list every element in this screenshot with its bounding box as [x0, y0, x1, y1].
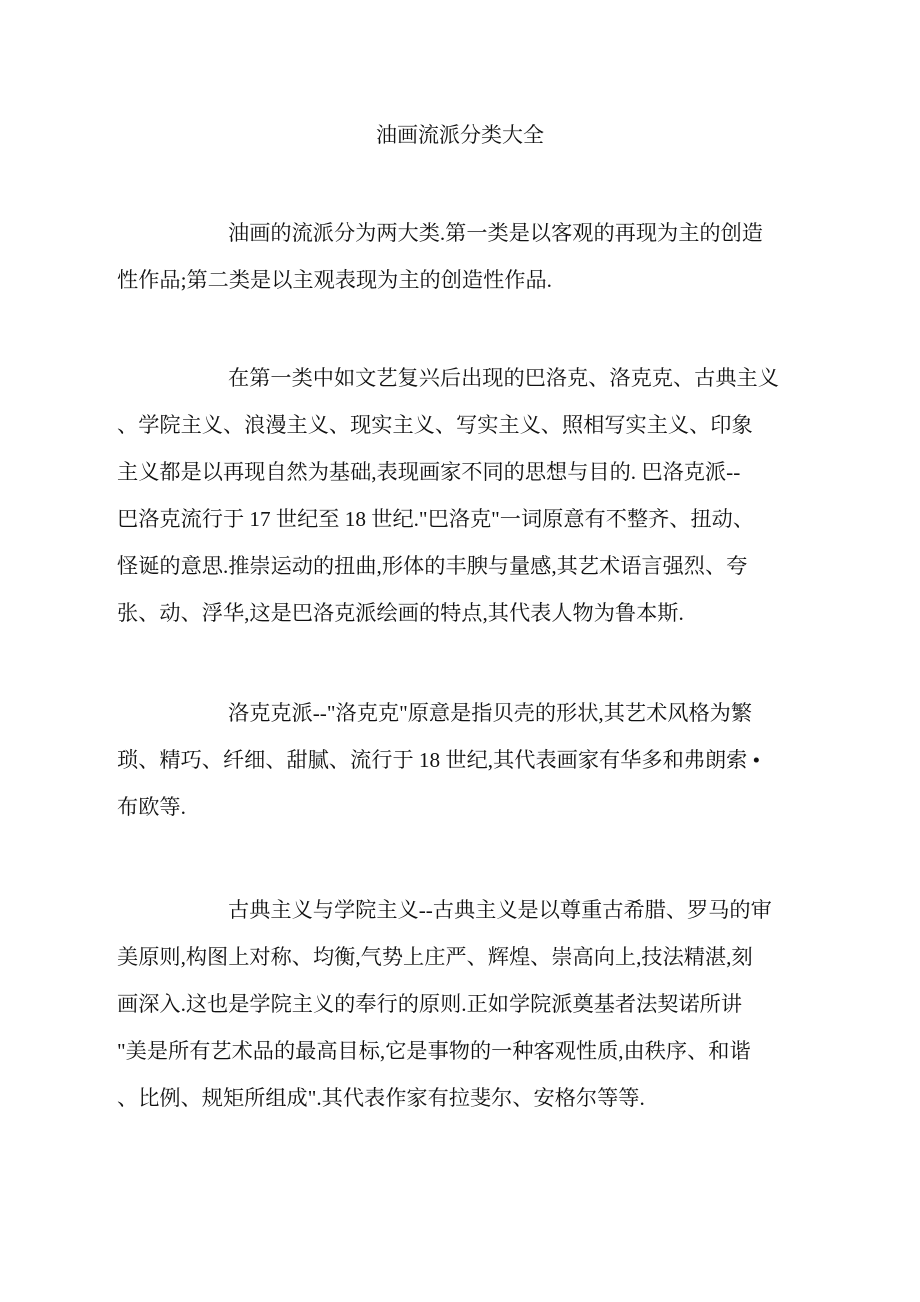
text-line: 油画的流派分为两大类.第一类是以客观的再现为主的创造 — [228, 221, 763, 245]
text-line: 怪诞的意思.推崇运动的扭曲,形体的丰腴与量感,其艺术语言强烈、夸 — [117, 554, 748, 578]
text-line: 古典主义与学院主义--古典主义是以尊重古希腊、罗马的审 — [228, 898, 772, 922]
text-line: 、学院主义、浪漫主义、现实主义、写实主义、照相写实主义、印象 — [117, 413, 753, 437]
paragraph-intro — [117, 220, 783, 314]
text-line: 洛克克派--"洛克克"原意是指贝壳的形状,其艺术风格为繁 — [228, 701, 753, 725]
text-line: 布欧等. — [117, 795, 186, 819]
paragraph-classicism — [117, 897, 783, 1132]
text-line: 、比例、规矩所组成".其代表作家有拉斐尔、安格尔等等. — [117, 1086, 645, 1110]
text-line: 巴洛克流行于 17 世纪至 18 世纪."巴洛克"一词原意有不整齐、扭动、 — [117, 507, 755, 531]
text-line: "美是所有艺术品的最高目标,它是事物的一种客观性质,由秩序、和谐 — [117, 1039, 751, 1063]
text-line: 在第一类中如文艺复兴后出现的巴洛克、洛克克、古典主义 — [228, 366, 779, 390]
paragraph-rococo — [117, 700, 783, 841]
paragraph-baroque — [117, 365, 783, 647]
text-line: 美原则,构图上对称、均衡,气势上庄严、辉煌、崇高向上,技法精湛,刻 — [117, 945, 753, 969]
text-line: 张、动、浮华,这是巴洛克派绘画的特点,其代表人物为鲁本斯. — [117, 601, 684, 625]
text-line: 主义都是以再现自然为基础,表现画家不同的思想与目的. 巴洛克派-- — [117, 460, 741, 484]
document-title: 油画流派分类大全 — [376, 123, 544, 147]
text-line: 性作品;第二类是以主观表现为主的创造性作品. — [117, 268, 552, 292]
text-line: 琐、精巧、纤细、甜腻、流行于 18 世纪,其代表画家有华多和弗朗索 • — [117, 748, 761, 772]
text-line: 画深入.这也是学院主义的奉行的原则.正如学院派奠基者法契诺所讲 — [117, 992, 743, 1016]
